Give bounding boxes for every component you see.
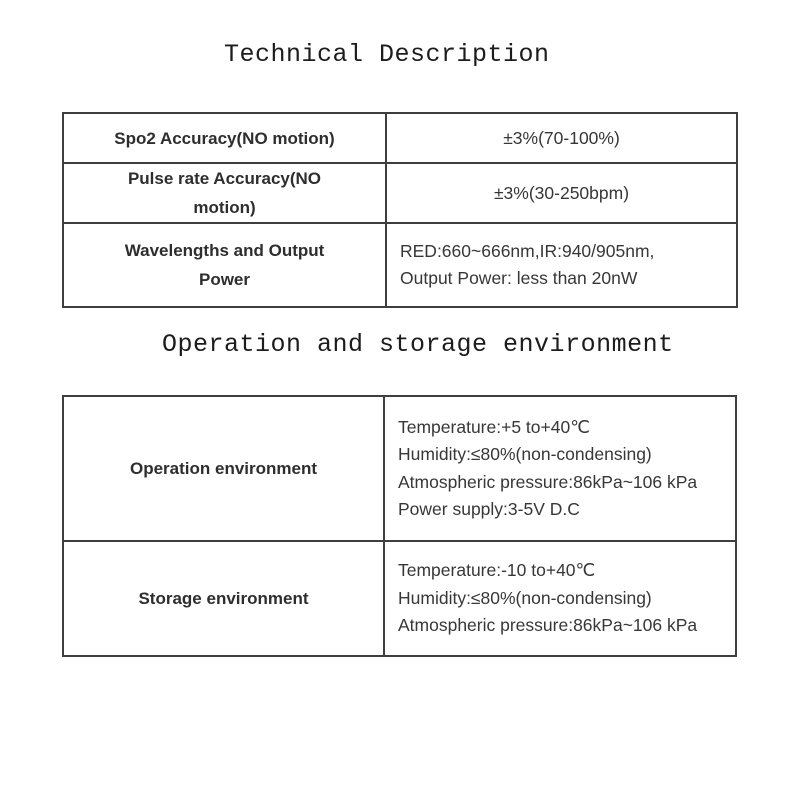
environment-table bbox=[62, 395, 737, 657]
spec-value-pulse-rate-accuracy bbox=[387, 164, 736, 222]
spec-label-storage-environment bbox=[64, 542, 385, 655]
value-line: Atmospheric pressure:86kPa~106 kPa bbox=[398, 615, 698, 636]
value-line: ±3%(30-250bpm) bbox=[493, 182, 630, 203]
value-line: Humidity:≤80%(non-condensing) bbox=[398, 587, 652, 608]
table-row bbox=[64, 397, 735, 540]
value-line: Humidity:≤80%(non-condensing) bbox=[398, 444, 652, 464]
spec-label-text: Spo2 Accuracy(NO motion) bbox=[114, 128, 335, 148]
value-line: Power supply:3-5V D.C bbox=[398, 499, 580, 519]
spec-value-spo2-accuracy bbox=[387, 114, 736, 162]
spec-label-text: Pulse rate Accuracy(NO motion) bbox=[127, 169, 322, 217]
section-title-technical-description: Technical Description bbox=[224, 40, 550, 69]
spec-label-spo2-accuracy bbox=[64, 114, 387, 162]
spec-label-text: Operation environment bbox=[129, 459, 318, 478]
spec-label-operation-environment bbox=[64, 397, 385, 540]
value-line: RED:660~666nm,IR:940/905nm, bbox=[400, 240, 655, 261]
technical-description-table bbox=[62, 112, 738, 308]
spec-label-pulse-rate-accuracy bbox=[64, 164, 387, 222]
table-row bbox=[64, 162, 736, 222]
value-line: Output Power: less than 20nW bbox=[400, 268, 638, 288]
value-line: Temperature:+5 to+40℃ bbox=[398, 416, 590, 437]
value-line: Temperature:-10 to+40℃ bbox=[398, 560, 596, 581]
spec-value-storage-environment bbox=[385, 542, 735, 655]
spec-label-text: Wavelengths and Output Power bbox=[124, 241, 325, 289]
section-title-operation-storage-environment: Operation and storage environment bbox=[162, 330, 674, 359]
table-row bbox=[64, 540, 735, 655]
value-line: Atmospheric pressure:86kPa~106 kPa bbox=[398, 471, 698, 492]
spec-value-wavelengths-output-power bbox=[387, 224, 736, 306]
spec-label-text: Storage environment bbox=[138, 589, 309, 608]
spec-value-operation-environment bbox=[385, 397, 735, 540]
spec-label-wavelengths-output-power bbox=[64, 224, 387, 306]
table-row bbox=[64, 222, 736, 306]
value-line: ±3%(70-100%) bbox=[503, 127, 620, 148]
table-row bbox=[64, 114, 736, 162]
